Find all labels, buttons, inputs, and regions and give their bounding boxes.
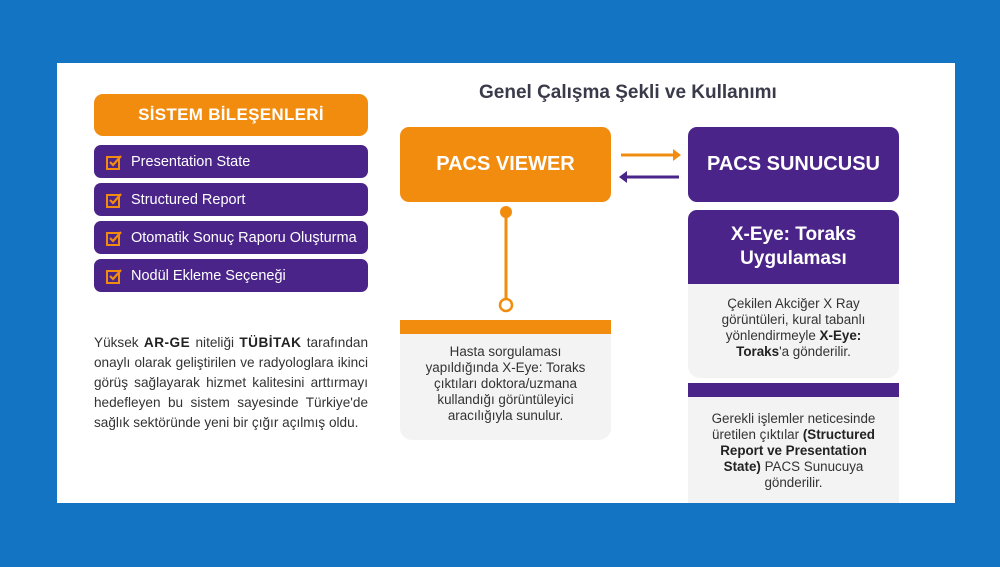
- xeye-card-bold: X-Eye: Toraks: [736, 328, 862, 359]
- xeye-card-text: Çekilen Akciğer X Ray görüntüleri, kural tabanlı yönlendirmeyle: [721, 296, 866, 343]
- viewer-connector: [497, 203, 515, 313]
- checkbox-icon: [106, 192, 122, 208]
- component-item-label: Nodül Ekleme Seçeneği: [131, 267, 286, 284]
- content-panel: [57, 63, 955, 503]
- component-item-label: Structured Report: [131, 191, 246, 208]
- component-item-presentation-state: [94, 145, 368, 178]
- xeye-card: [688, 284, 899, 378]
- checkbox-icon: [106, 154, 122, 170]
- output-card: [688, 397, 899, 503]
- diagram-title: Genel Çalışma Şekli ve Kullanımı: [479, 82, 777, 103]
- component-item-label: Otomatik Sonuç Raporu Oluşturma: [131, 229, 357, 246]
- output-card-bar: [688, 383, 899, 397]
- checkbox-icon: [106, 230, 122, 246]
- viewer-card: [400, 334, 611, 440]
- xeye-app-box: [688, 210, 899, 284]
- xeye-app-title-line2: Uygulaması: [740, 248, 847, 269]
- output-card-text: Gerekli işlemler neticesinde üretilen çıktılar: [711, 411, 876, 442]
- description-rest: tarafından onaylı olarak geliştirilen ve radyologlara ikinci görüş sağlayarak hizmet kalitesini arttırmayı hedefleyen bu sistem sayesinde Türkiye'de sağlık sektöründe yeni bir çığır açılmış oldu.: [94, 335, 368, 430]
- description-bold-arge: AR-GE: [143, 335, 191, 350]
- description-paragraph: [94, 333, 368, 433]
- output-card-bold: (Structured Report ve Presentation State): [720, 427, 875, 474]
- xeye-card-text-end: 'a gönderilir.: [779, 344, 851, 359]
- component-item-label: Presentation State: [131, 153, 251, 170]
- description-bold-tubitak: TÜBİTAK: [239, 335, 302, 350]
- viewer-card-text: Hasta sorgulaması yapıldığında X-Eye: Toraks çıktıları doktora/uzmana kullandığı görüntüleyici aracılığıyla sunulur.: [425, 344, 586, 423]
- component-item-nodule-option: [94, 259, 368, 292]
- output-card-text-end: PACS Sunucuya gönderilir.: [764, 459, 864, 490]
- component-item-auto-report: [94, 221, 368, 254]
- pacs-viewer-box: PACS VIEWER: [400, 127, 611, 202]
- description-word: Yüksek: [94, 335, 139, 350]
- viewer-card-bar: [400, 320, 611, 334]
- xeye-app-title-line1: X-Eye: Toraks: [730, 224, 857, 245]
- pacs-server-box: PACS SUNUCUSU: [688, 127, 899, 202]
- exchange-arrows-icon: [617, 145, 683, 187]
- description-word: niteliği: [195, 335, 235, 350]
- component-item-structured-report: [94, 183, 368, 216]
- checkbox-icon: [106, 268, 122, 284]
- components-header: SİSTEM BİLEŞENLERİ: [94, 94, 368, 136]
